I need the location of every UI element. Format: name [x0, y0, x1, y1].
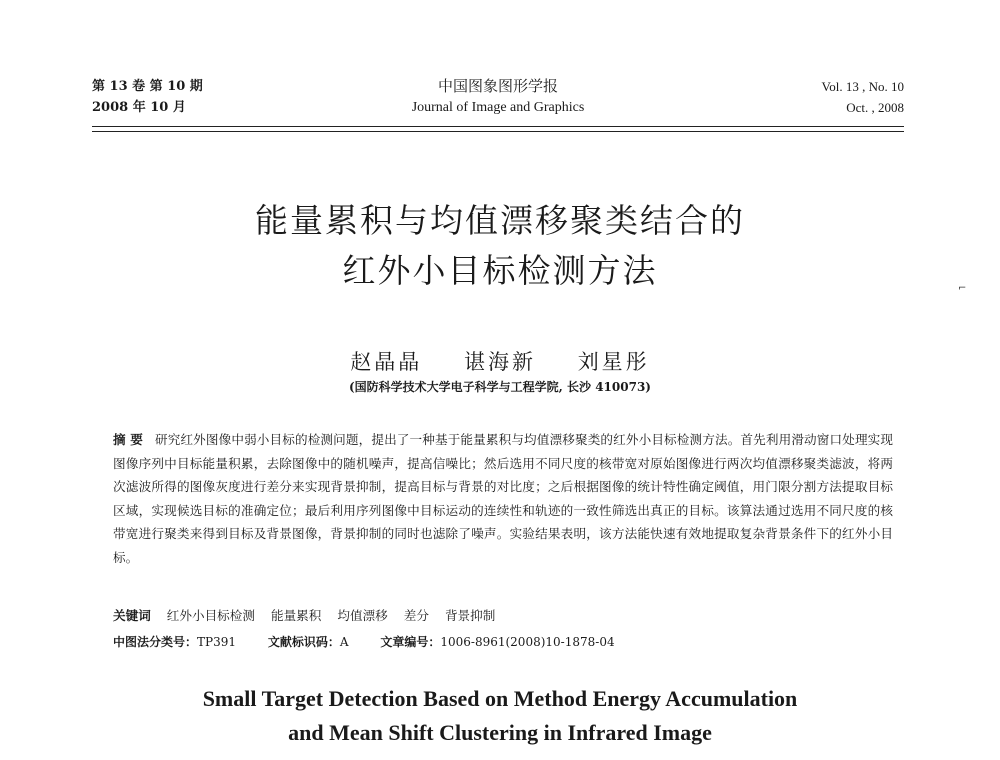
- running-header: [92, 76, 904, 122]
- keyword: 背景抑制: [444, 608, 496, 623]
- header-right: [822, 76, 904, 118]
- classification-line: [113, 631, 893, 653]
- article-id-field: [380, 635, 614, 649]
- article-id-label: 文章编号：: [380, 635, 441, 649]
- doc-code-value: A: [339, 635, 349, 649]
- keyword: 能量累积: [270, 608, 322, 623]
- header-rule-thick: [92, 126, 904, 127]
- author-name: 刘星彤: [577, 350, 650, 374]
- abstract: [113, 428, 893, 570]
- clc-label: 中图法分类号：: [113, 635, 198, 649]
- keyword: 差分: [403, 608, 429, 623]
- affiliation: (国防科学技术大学电子科学与工程学院, 长沙 410073): [349, 380, 651, 394]
- keywords: [113, 605, 893, 627]
- author-list: [0, 346, 1000, 376]
- clc-value: TP391: [197, 635, 236, 649]
- abstract-label: 摘 要: [113, 432, 143, 447]
- doc-code-label: 文献标识码：: [267, 635, 340, 649]
- author-name: 赵晶晶: [350, 350, 423, 374]
- keyword: 红外小目标检测: [166, 608, 255, 623]
- english-title-line-2: and Mean Shift Clustering in Infrared Image: [288, 720, 712, 745]
- keywords-label: 关键词: [113, 608, 151, 623]
- date-cn: 2008 年 10 月: [92, 100, 186, 115]
- header-center: [92, 76, 904, 118]
- volume-en: Vol. 13 , No. 10: [821, 79, 904, 94]
- header-rule-thin: [92, 131, 904, 132]
- title-line-2: 红外小目标检测方法: [342, 251, 658, 290]
- journal-name-en: Journal of Image and Graphics: [411, 100, 585, 115]
- clc-field: [113, 635, 236, 649]
- english-title: [0, 682, 1000, 750]
- volume-issue: 第 13 卷 第 10 期: [92, 79, 203, 94]
- english-title-line-1: Small Target Detection Based on Method Energy Accumulation: [202, 686, 798, 711]
- article-id-value: 1006-8961(2008)10-1878-04: [440, 635, 615, 649]
- title-line-1: 能量累积与均值漂移聚类结合的: [255, 201, 745, 240]
- abstract-text: 研究红外图像中弱小目标的检测问题，提出了一种基于能量累积与均值漂移聚类的红外小目标检测方法。首先利用滑动窗口处理实现图像序列中目标能量积累，去除图像中的随机噪声，提高信噪比；然后选用不同尺度的核带宽对原始图像进行两次均值漂移聚类滤波，将两次滤波所得的图像灰度进行差分来实现背景抑制，提高目标与背景的对比度；之后根据图像的统计特性确定阈值，用门限分割方法提取目标区域，实现候选目标的准确定位；最后利用序列图像中目标运动的连续性和轨迹的一致性筛选出真正的目标。该算法通过选用不同尺度的核带宽进行聚类来得到目标及背景图像，背景抑制的同时也滤除了噪声。实验结果表明，该方法能快速有效地提取复杂背景条件下的红外小目标。: [113, 432, 894, 565]
- scan-speck: ⌐: [958, 283, 967, 294]
- doc-code-field: [268, 635, 349, 649]
- paper-title: [0, 196, 1000, 296]
- author-name: 谌海新: [464, 350, 536, 374]
- journal-name-cn: 中国图象图形学报: [437, 77, 558, 95]
- date-en: Oct. , 2008: [846, 100, 904, 115]
- keyword: 均值漂移: [337, 608, 388, 623]
